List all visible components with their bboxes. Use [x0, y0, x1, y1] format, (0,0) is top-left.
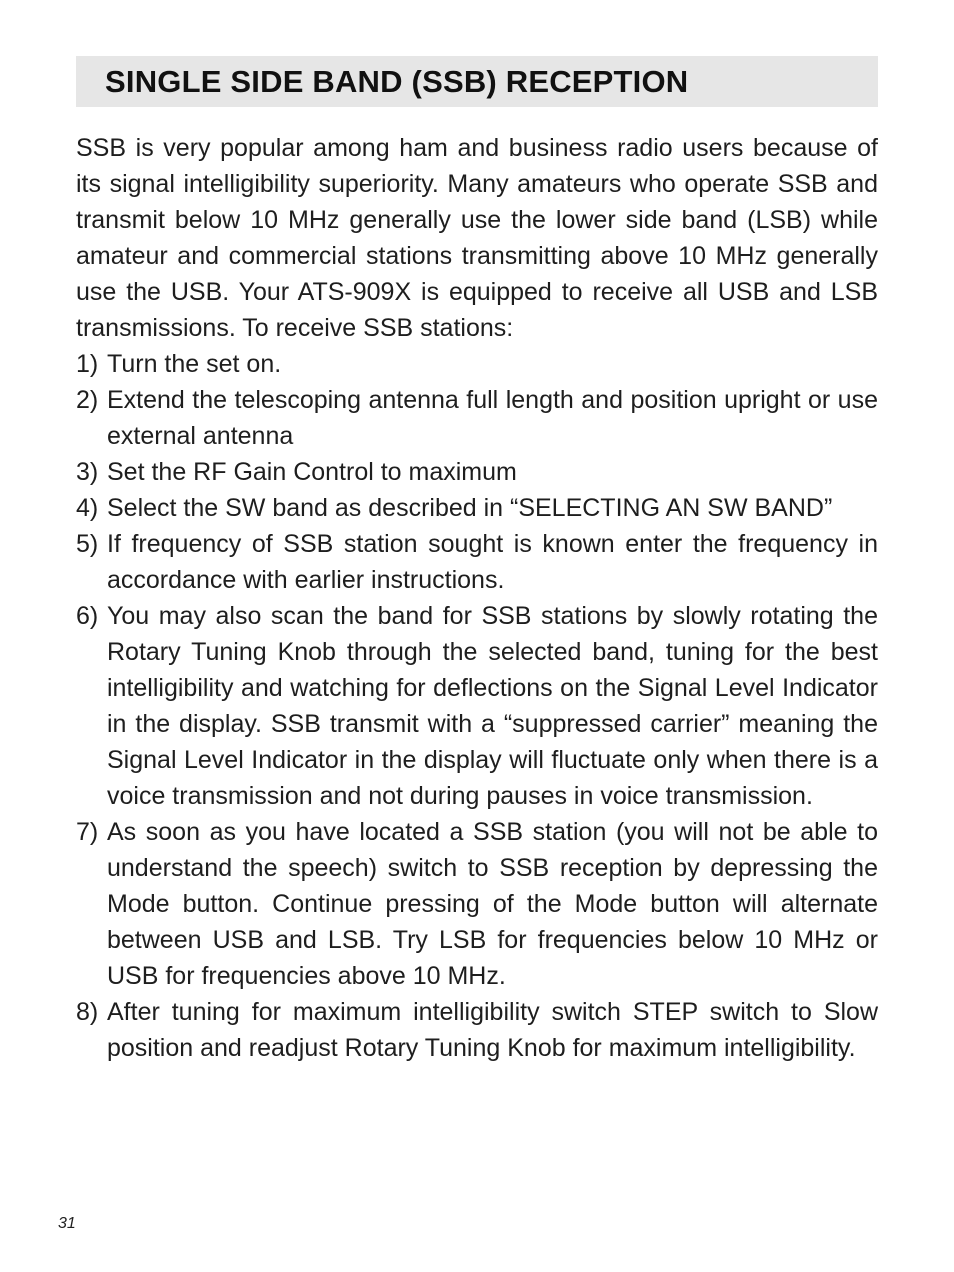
step-text: After tuning for maximum intelligibility switch STEP switch to Slow position and readjust Rotary Tuning Knob for maximum intelligibility.	[107, 998, 878, 1062]
step-text: You may also scan the band for SSB stations by slowly rotating the Rotary Tuning Knob through the selected band, tuning for the best intelligibility and watching for deflections on the Signal Level Indicator in the display. SSB transmit with a “suppressed carrier” meaning the Signal Level Indicator in the display will fluctuate only when there is a voice transmission and not during pauses in voice transmission.	[107, 602, 878, 810]
step-number: 8)	[76, 998, 99, 1026]
step-item	[76, 598, 878, 814]
step-item	[76, 994, 878, 1066]
step-text: As soon as you have located a SSB station (you will not be able to understand the speech) switch to SSB reception by depressing the Mode button. Continue pressing of the Mode button will alternate between USB and LSB. Try LSB for frequencies below 10 MHz or USB for frequencies above 10 MHz.	[107, 818, 878, 990]
step-number: 2)	[76, 386, 99, 414]
step-item	[76, 490, 878, 526]
step-item	[76, 526, 878, 598]
step-text: Turn the set on.	[107, 350, 282, 378]
step-item	[76, 382, 878, 454]
step-number: 1)	[76, 350, 99, 378]
section-heading-bar	[76, 56, 878, 107]
step-item	[76, 346, 878, 382]
page-number: 31	[58, 1215, 76, 1232]
step-number: 7)	[76, 818, 99, 846]
step-number: 4)	[76, 494, 99, 522]
step-number: 6)	[76, 602, 99, 630]
step-text: Select the SW band as described in “SELECTING AN SW BAND”	[107, 494, 833, 522]
intro-paragraph: SSB is very popular among ham and business radio users because of its signal intelligibility superiority. Many amateurs who operate SSB and transmit below 10 MHz generally use the lower side band (LSB) while amateur and commercial stations transmitting above 10 MHz generally use the USB. Your ATS-909X is equipped to receive all USB and LSB transmissions. To receive SSB stations:	[76, 134, 878, 342]
body-text	[76, 130, 878, 1066]
section-title: SINGLE SIDE BAND (SSB) RECEPTION	[105, 63, 689, 99]
step-text: Extend the telescoping antenna full length and position upright or use external antenna	[107, 386, 878, 450]
step-text: If frequency of SSB station sought is known enter the frequency in accordance with earlier instructions.	[107, 530, 878, 594]
instruction-steps	[76, 346, 878, 1066]
step-number: 5)	[76, 530, 99, 558]
step-number: 3)	[76, 458, 99, 486]
step-item	[76, 454, 878, 490]
step-text: Set the RF Gain Control to maximum	[107, 458, 517, 486]
step-item	[76, 814, 878, 994]
